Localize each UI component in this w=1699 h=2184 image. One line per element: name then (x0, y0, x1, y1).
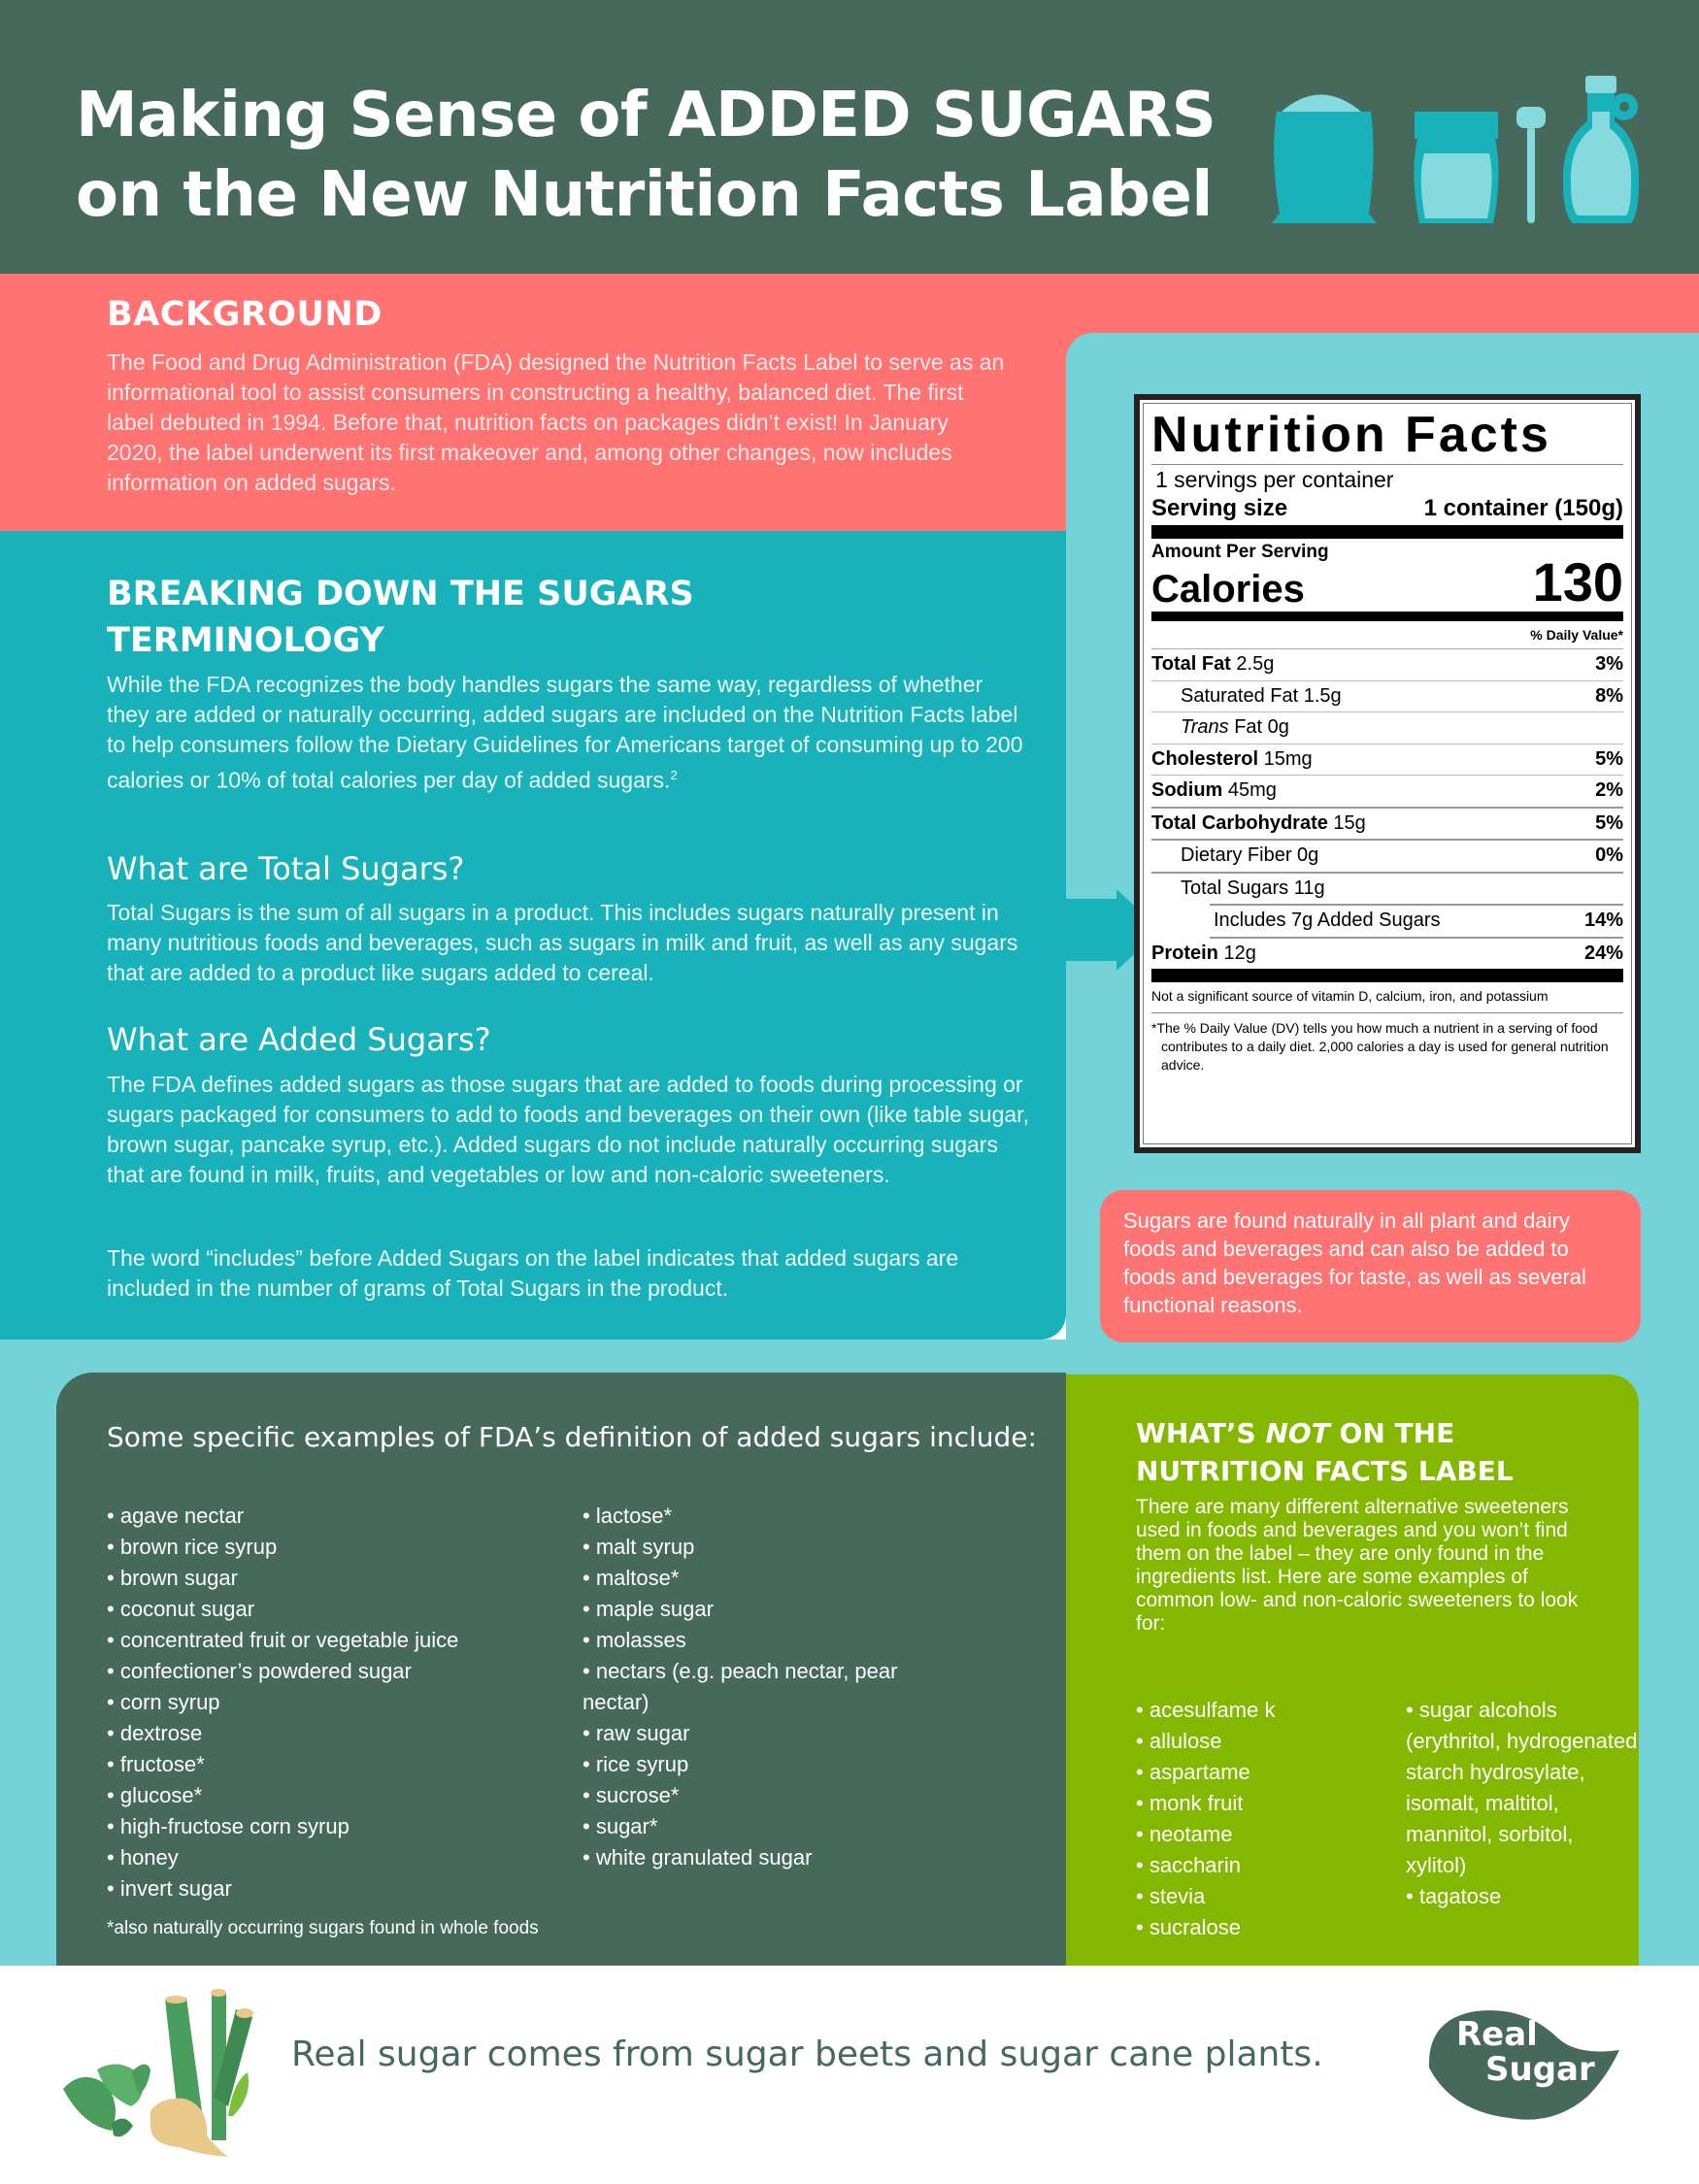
nf-row-total-sugars: Total Sugars 11g (1181, 877, 1325, 899)
list-item: • invert sugar (107, 1876, 232, 1901)
terminology-text (107, 670, 1029, 796)
list-item: • maltose* (583, 1566, 680, 1590)
nf-row-dietary-fiber: Dietary Fiber 0g 0% (1151, 841, 1623, 874)
nf-serving-size-label: Serving size (1151, 495, 1288, 521)
list-item: • sugar alcohols (erythritol, hydrogenated starch hydrosylate, isomalt, maltitol, mannitol, sorbitol, xylitol) (1406, 1698, 1638, 1877)
nf-serving-size (1151, 494, 1623, 539)
list-item: • white granulated sugar (583, 1845, 813, 1870)
list-item: • corn syrup (107, 1690, 220, 1714)
terminology-heading (107, 571, 786, 664)
nf-calories-label: Calories (1151, 568, 1305, 611)
header-icons (1252, 68, 1660, 238)
nf-row-cholesterol: Cholesterol 15mg 5% (1151, 745, 1623, 777)
added-sugars-heading: What are Added Sugars? (107, 1021, 491, 1058)
nf-note: Not a significant source of vitamin D, calcium, iron, and potassium (1151, 982, 1623, 1013)
list-item: • tagatose (1406, 1884, 1502, 1908)
nf-amount-per-serving: Amount Per Serving (1151, 542, 1329, 562)
list-item: • stevia (1136, 1884, 1206, 1908)
sugar-beet-cane-icon (53, 1980, 296, 2165)
list-item: • fructose* (107, 1752, 205, 1776)
list-item: • high-fructose corn syrup (107, 1814, 350, 1838)
list-item: • aspartame (1136, 1760, 1250, 1784)
natural-sugars-callout: Sugars are found naturally in all plant and dairy foods and beverages and can also be added to foods and beverages for taste, as well as several functional reasons. (1100, 1190, 1641, 1342)
page-title (76, 76, 1260, 235)
list-item: • sugar* (583, 1814, 658, 1838)
not-on-label-heading: WHAT’S NOT ON THE NUTRITION FACTS LABEL (1136, 1417, 1514, 1487)
list-item: • nectars (e.g. peach nectar, pear nectar) (583, 1659, 898, 1714)
list-item: • coconut sugar (107, 1597, 255, 1621)
background-text: The Food and Drug Administration (FDA) designed the Nutrition Facts Label to serve as an informational tool to assist consumers in constructing a healthy, balanced diet. The first label debuted in 1994. Before that, nutrition facts on packages didn’t exist! In January 2020, the label underwent its first makeover and, among other changes, now includes information on added sugars. (107, 349, 1005, 495)
nf-calories-value: 130 (1532, 551, 1623, 612)
trademark: TM (1549, 2104, 1564, 2115)
list-item: • acesulfame k (1136, 1698, 1276, 1722)
list-item: • dextrose (107, 1721, 203, 1745)
list-item: • rice syrup (583, 1752, 689, 1776)
terminology-heading-line1: BREAKING DOWN THE SUGARS (107, 575, 694, 613)
list-item: • agave nectar (107, 1504, 245, 1528)
includes-note: The word “includes” before Added Sugars on the label indicates that added sugars are included in the number of grams of Total Sugars in the product. (107, 1245, 959, 1301)
page-title-line2: on the New Nutrition Facts Label (76, 159, 1213, 231)
added-sugars-text: The FDA defines added sugars as those sugars that are added to foods during processing or sugars packaged for consumers to add to foods and beverages on their own (like table sugar, brown sugar, pancake syrup, etc.). Added sugars do not include naturally occurring sugars that are found in milk, fruits, and vegetables or low and non-caloric sweeteners. (107, 1072, 1029, 1187)
total-sugars-heading: What are Total Sugars? (107, 850, 465, 887)
real-sugar-logo (1417, 2000, 1631, 2126)
sugar-sack-icon (1272, 95, 1377, 224)
background-heading: BACKGROUND (107, 295, 383, 334)
list-item: • raw sugar (583, 1721, 690, 1745)
logo-wordmark: Real Sugar (1456, 2015, 1595, 2089)
list-item: • concentrated fruit or vegetable juice (107, 1628, 459, 1652)
examples-list-col1 (107, 1501, 458, 1904)
list-item: • honey (107, 1845, 179, 1870)
sweeteners-list-col1 (1136, 1695, 1275, 1943)
list-item: • sucrose* (583, 1783, 680, 1807)
list-item: • neotame (1136, 1822, 1233, 1846)
examples-list-col2 (583, 1501, 903, 1873)
arrow-connector (1066, 899, 1124, 961)
nf-footnote: *The % Daily Value (DV) tells you how much a nutrient in a serving of food contributes to a daily diet. 2,000 calories a day is used for general nutrition advice. (1151, 1020, 1609, 1073)
sweeteners-list-col2 (1406, 1695, 1639, 1912)
nutrition-facts-label (1134, 394, 1641, 1153)
nf-row-saturated-fat: Saturated Fat 1.5g 8% (1151, 681, 1623, 713)
nf-row-protein: Protein 12g 24% (1151, 942, 1623, 964)
nf-dv-header: % Daily Value* (1151, 621, 1623, 649)
honey-dipper-icon (1516, 107, 1546, 223)
syrup-bottle-icon (1563, 76, 1639, 223)
total-sugars-text: Total Sugars is the sum of all sugars in a product. This includes sugars naturally present in many nutritious foods and beverages, such as sugars in milk and fruit, as well as any sugars that are added to a product like sugars added to cereal. (107, 900, 1018, 985)
list-item: • brown rice syrup (107, 1535, 278, 1559)
not-on-label-text: There are many different alternative sweeteners used in foods and beverages and you won’t find them on the label – they are only found in the ingredients list. Here are some examples of common low- and non-caloric sweeteners to look for: (1136, 1496, 1579, 1635)
list-item: • confectioner’s powdered sugar (107, 1659, 412, 1683)
list-item: • monk fruit (1136, 1791, 1244, 1815)
honey-jar-icon (1414, 112, 1498, 223)
nf-calories (1151, 553, 1623, 621)
nf-row-added-sugars: Includes 7g Added Sugars 14% (1210, 904, 1623, 939)
examples-heading: Some specific examples of FDA’s definition of added sugars include: (107, 1421, 1037, 1453)
examples-footnote: *also naturally occurring sugars found in whole foods (107, 1918, 539, 1938)
list-item: • saccharin (1136, 1853, 1241, 1877)
nf-serving-size-value: 1 container (150g) (1423, 495, 1623, 521)
list-item: • sucralose (1136, 1915, 1241, 1939)
nf-row-total-carbohydrate: Total Carbohydrate 15g 5% (1151, 809, 1623, 842)
terminology-body: While the FDA recognizes the body handles sugars the same way, regardless of whether they are added or naturally occurring, added sugars are included on the Nutrition Facts label to help consumers follow the Dietary Guidelines for Americans target of consuming up to 200 calories or 10% of total calories per day of added sugars. (107, 672, 1023, 793)
page-title-line1: Making Sense of ADDED SUGARS (76, 80, 1216, 151)
footnote-marker: 2 (670, 768, 678, 782)
nf-row-total-fat: Total Fat 2.5g 3% (1151, 649, 1623, 681)
terminology-heading-line2: TERMINOLOGY (107, 621, 384, 660)
nf-divider (1151, 969, 1623, 982)
list-item: • brown sugar (107, 1566, 238, 1590)
list-item: • malt syrup (583, 1535, 695, 1559)
list-item: • maple sugar (583, 1597, 714, 1621)
list-item: • lactose* (583, 1504, 673, 1528)
list-item: • glucose* (107, 1783, 203, 1807)
nf-title: Nutrition Facts (1151, 404, 1623, 465)
list-item: • allulose (1136, 1729, 1222, 1753)
list-item: • molasses (583, 1628, 686, 1652)
footer-tagline: Real sugar comes from sugar beets and sugar cane plants. (291, 2035, 1323, 2074)
nf-row-sodium: Sodium 45mg 2% (1151, 776, 1623, 809)
nf-servings: 1 servings per container (1155, 467, 1394, 492)
nf-row-trans-fat: Trans Fat 0g (1151, 712, 1623, 745)
